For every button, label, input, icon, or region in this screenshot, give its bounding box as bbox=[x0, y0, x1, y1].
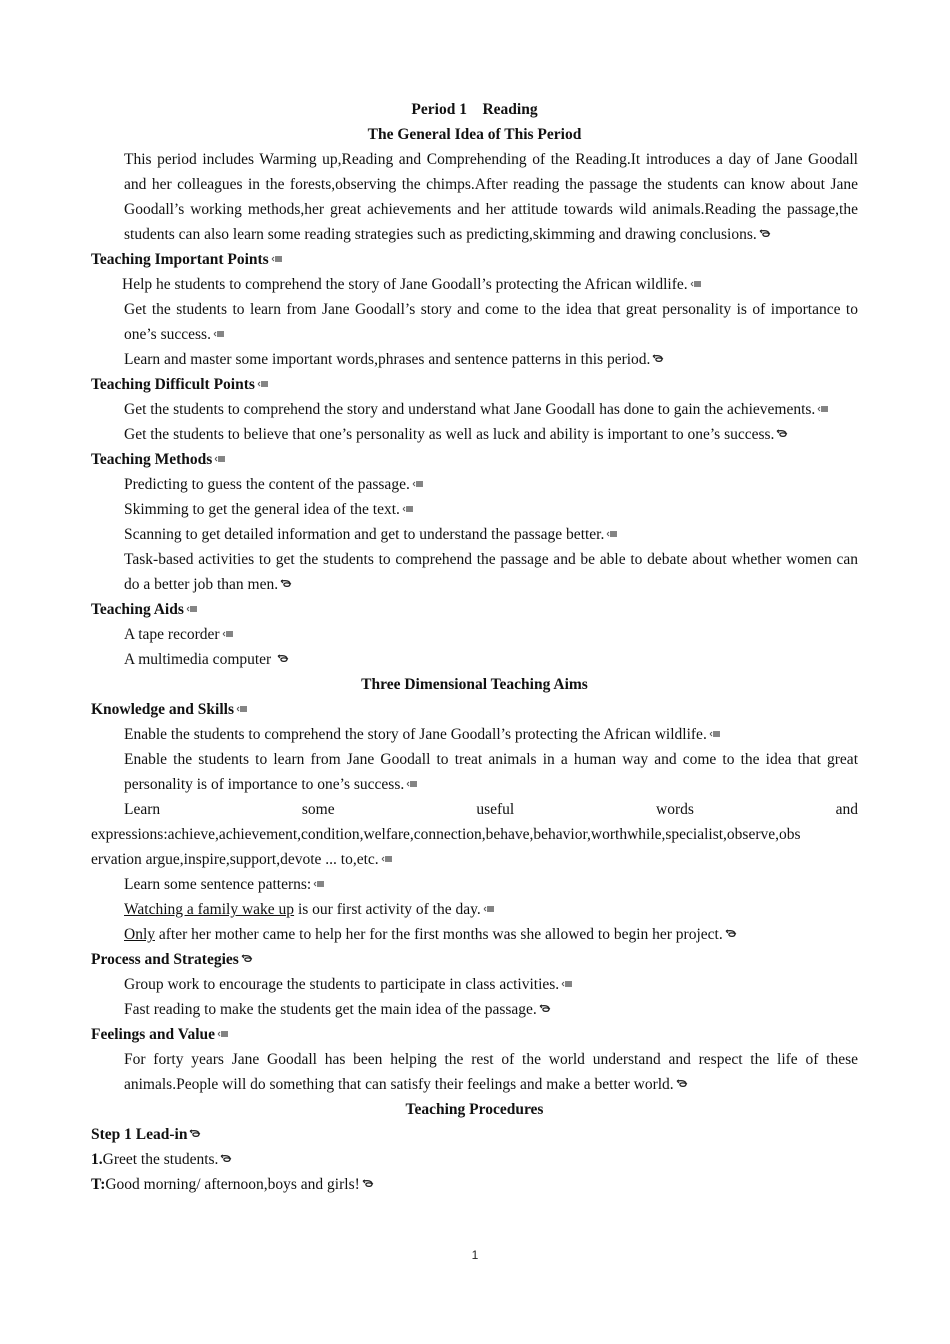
document-page bbox=[91, 97, 858, 1197]
aids-heading: Teaching Aids bbox=[91, 597, 858, 622]
sentence-pattern-1: Watching a family wake up is our first activity of the day. bbox=[91, 897, 858, 922]
line-break-mark-icon bbox=[483, 904, 495, 913]
difficult-point-2: Get the students to believe that one’s personality as well as luck and ability is important to one’s success. bbox=[91, 422, 858, 447]
difficult-points-heading: Teaching Difficult Points bbox=[91, 372, 858, 397]
line-break-mark-icon bbox=[402, 504, 414, 513]
aid-2: A multimedia computer bbox=[91, 647, 858, 672]
step1-heading: Step 1 Lead-in bbox=[91, 1122, 858, 1147]
line-break-mark-icon bbox=[213, 329, 225, 338]
difficult-point-1: Get the students to comprehend the story and understand what Jane Goodall has done to gain the achievements. bbox=[91, 397, 858, 422]
paragraph-mark-icon bbox=[725, 929, 737, 938]
process-heading: Process and Strategies bbox=[91, 947, 858, 972]
line-break-mark-icon bbox=[381, 854, 393, 863]
important-point-1: Help he students to comprehend the story of Jane Goodall’s protecting the African wildlife. bbox=[91, 272, 858, 297]
line-break-mark-icon bbox=[817, 404, 829, 413]
aid-1: A tape recorder bbox=[91, 622, 858, 647]
sentence-patterns-label: Learn some sentence patterns: bbox=[91, 872, 858, 897]
methods-heading: Teaching Methods bbox=[91, 447, 858, 472]
line-break-mark-icon bbox=[271, 254, 283, 263]
greet-line: 1.Greet the students. bbox=[91, 1147, 858, 1172]
line-break-mark-icon bbox=[406, 779, 418, 788]
method-2: Skimming to get the general idea of the text. bbox=[91, 497, 858, 522]
important-point-2: Get the students to learn from Jane Goodall’s story and come to the idea that great personality is of importance to one’s success. bbox=[124, 301, 858, 343]
line-break-mark-icon bbox=[257, 379, 269, 388]
paragraph-mark-icon bbox=[362, 1179, 374, 1188]
general-idea-paragraph: This period includes Warming up,Reading and Comprehending of the Reading.It introduces a day of Jane Goodall and her colleagues in the forests,observing the chimps.After reading the passage the students can know about Jane Goodall’s working methods,her great achievements and her attitude towards wild animals.Reading the passage,the students can also learn some reading strategies such as predicting,skimming and drawing conclusions. bbox=[124, 151, 858, 243]
process-item-2: Fast reading to make the students get the main idea of the passage. bbox=[91, 997, 858, 1022]
line-break-mark-icon bbox=[412, 479, 424, 488]
learn-words-line: Learn some useful words and bbox=[124, 801, 859, 818]
important-points-heading: Teaching Important Points bbox=[91, 247, 858, 272]
expressions-line-1: expressions:achieve,achievement,condition,welfare,connection,behave,behavior,worthwhile,specialist,observe,obs bbox=[91, 826, 801, 843]
sentence-pattern-2: Only after her mother came to help her for the first months was she allowed to begin her project. bbox=[91, 922, 858, 947]
line-break-mark-icon bbox=[222, 629, 234, 638]
paragraph-mark-icon bbox=[676, 1079, 688, 1088]
important-point-3: Learn and master some important words,phrases and sentence patterns in this period. bbox=[91, 347, 858, 372]
line-break-mark-icon bbox=[690, 279, 702, 288]
paragraph-mark-icon bbox=[539, 1004, 551, 1013]
paragraph-mark-icon bbox=[189, 1129, 201, 1138]
paragraph-mark-icon bbox=[220, 1154, 232, 1163]
line-break-mark-icon bbox=[709, 729, 721, 738]
method-1: Predicting to guess the content of the passage. bbox=[91, 472, 858, 497]
line-break-mark-icon bbox=[236, 704, 248, 713]
paragraph-mark-icon bbox=[776, 429, 788, 438]
line-break-mark-icon bbox=[214, 454, 226, 463]
period-title: Period 1 Reading bbox=[411, 101, 538, 118]
feelings-heading: Feelings and Value bbox=[91, 1022, 858, 1047]
line-break-mark-icon bbox=[186, 604, 198, 613]
aims-heading: Three Dimensional Teaching Aims bbox=[361, 676, 588, 693]
feelings-paragraph: For forty years Jane Goodall has been helping the rest of the world understand and respect the life of these animals.People will do something that can satisfy their feelings and make a better world. bbox=[124, 1051, 858, 1093]
teacher-line: T:Good morning/ afternoon,boys and girls! bbox=[91, 1172, 858, 1197]
paragraph-mark-icon bbox=[652, 354, 664, 363]
paragraph-mark-icon bbox=[759, 229, 771, 238]
knowledge-item-1: Enable the students to comprehend the story of Jane Goodall’s protecting the African wildlife. bbox=[91, 722, 858, 747]
line-break-mark-icon bbox=[561, 979, 573, 988]
knowledge-item-2: Enable the students to learn from Jane Goodall to treat animals in a human way and come to the idea that great personality is of importance to one’s success. bbox=[124, 751, 858, 793]
page-number: 1 bbox=[471, 1248, 479, 1262]
line-break-mark-icon bbox=[313, 879, 325, 888]
paragraph-mark-icon bbox=[277, 654, 289, 663]
general-idea-heading: The General Idea of This Period bbox=[367, 126, 582, 143]
process-item-1: Group work to encourage the students to participate in class activities. bbox=[91, 972, 858, 997]
knowledge-heading: Knowledge and Skills bbox=[91, 697, 858, 722]
procedures-heading: Teaching Procedures bbox=[405, 1101, 544, 1118]
line-break-mark-icon bbox=[217, 1029, 229, 1038]
method-3: Scanning to get detailed information and get to understand the passage better. bbox=[91, 522, 858, 547]
expressions-line-2: ervation argue,inspire,support,devote ... to,etc. bbox=[91, 847, 858, 872]
paragraph-mark-icon bbox=[241, 954, 253, 963]
line-break-mark-icon bbox=[606, 529, 618, 538]
method-4: Task-based activities to get the students to comprehend the passage and be able to debate about whether women can do a better job than men. bbox=[124, 551, 858, 593]
paragraph-mark-icon bbox=[280, 579, 292, 588]
